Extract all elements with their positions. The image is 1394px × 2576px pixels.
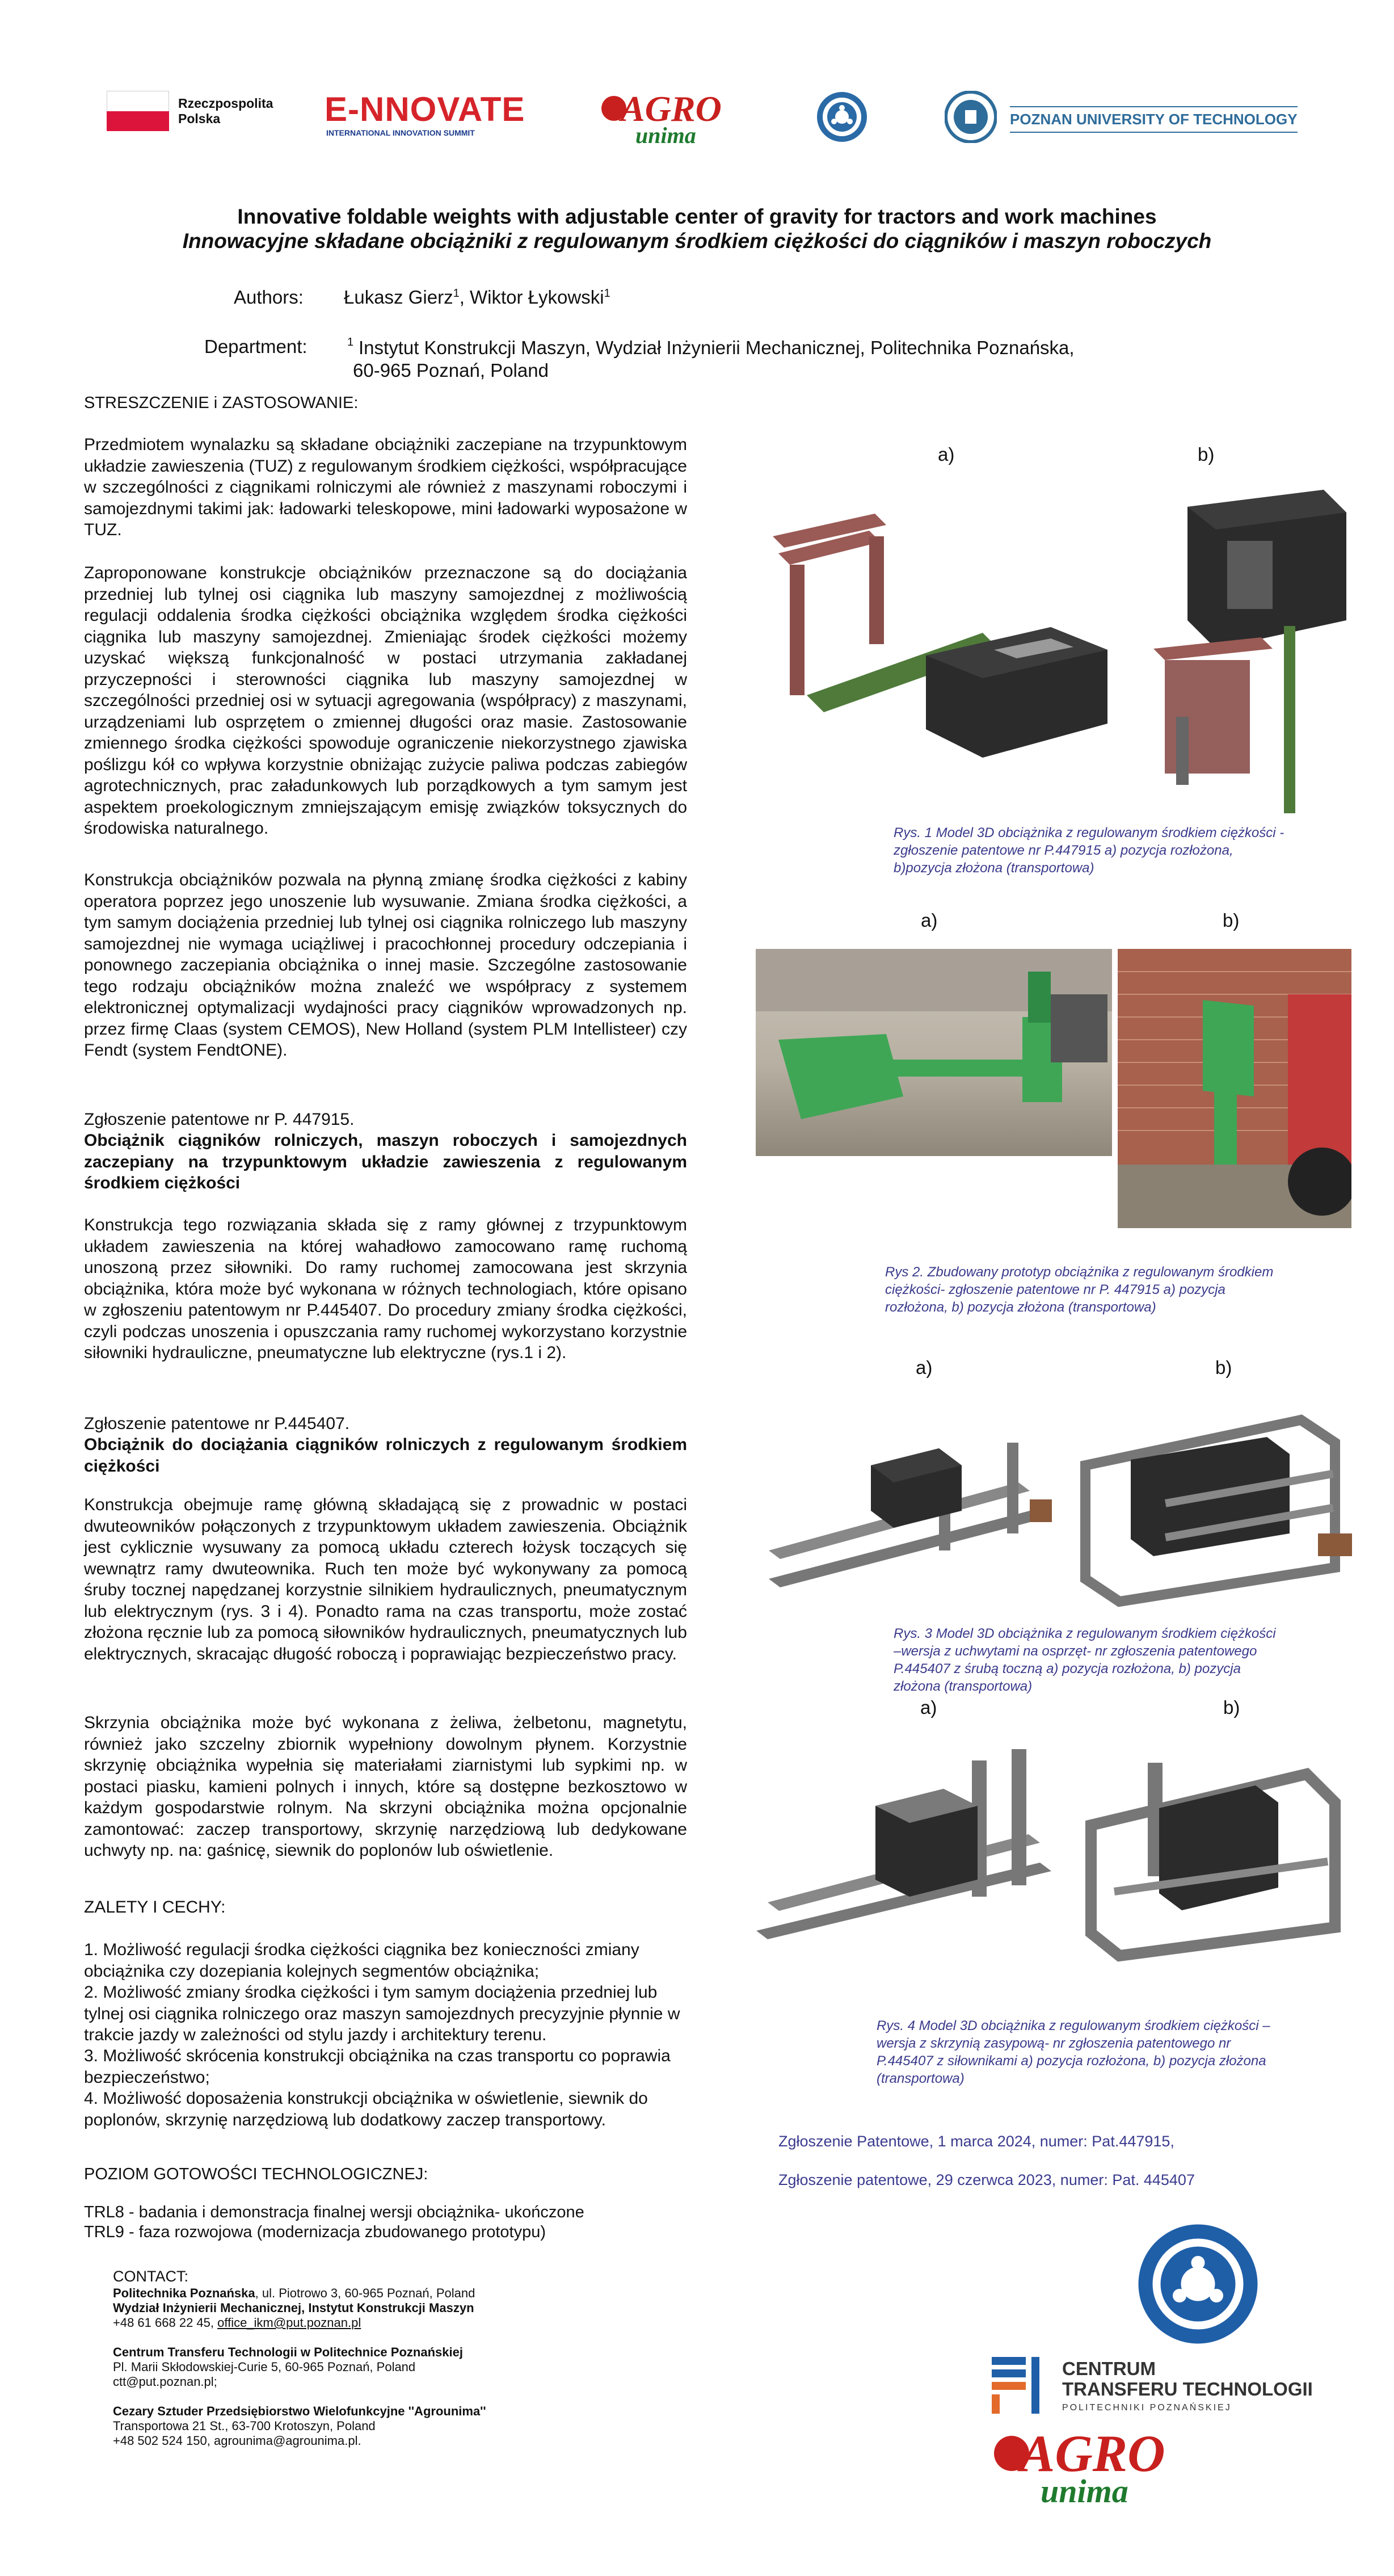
patent-1-label: Zgłoszenie patentowe nr P. 447915. <box>84 1110 355 1129</box>
author-1-sup: 1 <box>453 287 460 300</box>
fig3a-image <box>757 1397 1052 1607</box>
contact-block <box>113 2269 486 2448</box>
imd-logo-icon <box>816 91 868 143</box>
feature-1: 1. Możliwość regulacji środka ciężkości ciągnika bez konieczności zmiany obciążnika czy dozepiania kolejnych segmentów obciążnika; <box>84 1940 639 1981</box>
feature-3: 3. Możliwość skrócenia konstrukcji obciążnika na czas transportu co poprawia bezpieczeństwo; <box>84 2046 671 2087</box>
unima-text: unima <box>635 123 696 148</box>
contact-heading: CONTACT: <box>113 2268 188 2285</box>
department-line-2: 60-965 Poznań, Poland <box>353 360 549 381</box>
ctt-text-1: CENTRUM <box>1062 2358 1156 2379</box>
feature-2: 2. Możliwość zmiany środka ciężkości i tym samym dociążenia przedniej lub tylnej osi ciągnika rolniczego oraz maszyn samojezdnych precyzyjnie płynnie w trakcie jazdy w zależności od stylu jazdy i architektury terenu. <box>84 1983 680 2044</box>
contact-org-3: Cezary Sztuder Przedsiębiorstwo Wielofunkcyjne ''Agrounima'' <box>113 2404 486 2418</box>
author-1: Łukasz Gierz <box>344 287 453 308</box>
fig1-label-b: b) <box>1198 444 1215 465</box>
imd-large-logo-icon <box>1137 2223 1259 2345</box>
patent-2-label: Zgłoszenie patentowe nr P.445407. <box>84 1414 350 1433</box>
fig2-label-b: b) <box>1223 910 1240 931</box>
contact-org-2: Centrum Transferu Technologii w Politechnice Poznańskiej <box>113 2345 463 2359</box>
paragraph-4: Konstrukcja tego rozwiązania składa się z ramy głównej z trzypunktowym układem zawieszenia na której wahadłowo zamocowano ramę ruchomą unoszoną przez siłowniki. Do ramy ruchomej zamocowana jest skrzynia obciążnika, która może być wykonana w różnych technologiach, które opisano w zgłoszeniu patentowym nr P.445407. Do procedury zmiany środka ciężkości, czyli podczas unoszenia i opuszczania ramy ruchomej wykorzystano korzystnie siłowniki hydrauliczne, pneumatyczne lub elektryczne (rys.1 i 2). <box>84 1216 687 1362</box>
author-2-sup: 1 <box>604 287 610 300</box>
contact-phone-1: +48 61 668 22 45, <box>113 2316 218 2330</box>
fig3b-image <box>1063 1397 1352 1607</box>
authors-label: Authors: <box>234 287 304 308</box>
fig1a-image <box>756 485 1125 772</box>
fig4a-image <box>745 1738 1062 1962</box>
agro-text: AGRO <box>621 89 722 129</box>
title-en: Innovative foldable weights with adjustable center of gravity for tractors and work machines <box>237 205 1157 228</box>
contact-line-7 <box>113 2404 486 2419</box>
fig4-label-b: b) <box>1223 1697 1240 1718</box>
department-sup: 1 <box>347 336 354 348</box>
rp-logo <box>107 91 169 131</box>
trl-8: TRL8 - badania i demonstracja finalnej wersji obciążnika- ukończone <box>84 2203 584 2221</box>
contact-line-3 <box>113 2316 486 2330</box>
fig1-label-a: a) <box>938 444 955 465</box>
paragraph-2: Zaproponowane konstrukcje obciążników przeznaczone są do dociążania przedniej lub tylnej osi ciągnika lub maszyny samojezdnej z możliwością regulacji oddalenia środka ciężkości obciążnika względem środka ciężkości ciągnika lub maszyny samojezdnej. Zmieniając środek ciężkości możemy uzyskać większą funkcjonalność w postaci utrzymania zakładanej przyczepności i sterowności ciągnika lub maszyny samojezdnej w szczególności przedniej osi w sytuacji agregowania (współpracy) z maszynami, urządzeniami lub osprzętem o zmiennej długości oraz masie. Zastosowanie zmiennego środka ciężkości spowoduje ograniczenie niekorzystnego zjawiska poślizgu kół co wpływa korzystnie obniżając zużycie paliwa podczas zabiegów agrotechnicznych, prac załadunkowych lub porządkowych a tym samym jest aspektem proekologicznym zmniejszającym emisję związków toksycznych do środowiska naturalnego. <box>84 564 687 838</box>
fig3-label-b: b) <box>1215 1357 1232 1378</box>
contact-line-9: +48 502 524 150, agrounima@agrounima.pl. <box>113 2434 361 2448</box>
ennovate-logo-sub: INTERNATIONAL INNOVATION SUMMIT <box>326 128 475 137</box>
department-line-1: Instytut Konstrukcji Maszyn, Wydział Inżynierii Mechanicznej, Politechnika Poznańska, <box>359 337 1075 358</box>
fig3-label-a: a) <box>916 1357 933 1378</box>
trl-9: TRL9 - faza rozwojowa (modernizacja zbudowanego prototypu) <box>84 2223 546 2241</box>
fig2-caption: Rys 2. Zbudowany prototyp obciążnika z regulowanym środkiem ciężkości- zgłoszenie patentowe nr P. 447915 a) pozycja rozłożona, b) pozycja złożona (transportowa) <box>885 1264 1274 1315</box>
paragraph-6: Skrzynia obciążnika może być wykonana z żeliwa, żelbetonu, magnetytu, również jako szczelny zbiornik wypełniony dowolnym płynem. Korzystnie skrzynię obciążnika wypełnia się materiałami ziarnistymi lub sypkimi np. w postaci piasku, kamieni polnych i innych, które są dostępne bezkosztowo w każdym gospodarstwie rolnym. Na skrzyni obciążnika można opcjonalnie zamontować: zaczep transportowy, skrzynię narzędziową lub dedykowane uchwyty np. na: gaśnicę, siewnik do poplonów lub oświetlenie. <box>84 1713 687 1860</box>
paragraph-5: Konstrukcja obejmuje ramę główną składającą się z prowadnic w postaci dwuteowników połączonych z trzypunktowym układem zawieszenia. Obciążnik jest cyklicznie wysuwany za pomocą układu czterech łożysk toczących się wewnątrz ramy dwuteownika. Ruch ten może być wykonywany za pomocą śruby tocznej napędzanej korzystnie silnikiem hydraulicznych, pneumatycznym lub elektrycznym (rys. 3 i 4). Ponadto rama na czas transportu, może zostać złożona ręcznie lub za pomocą siłowników hydraulicznych, pneumatycznych lub elektrycznych, skracając długość roboczą i poprawiając bezpieczeństwo pracy. <box>84 1495 687 1663</box>
contact-line-2 <box>113 2301 486 2316</box>
ctt-logo-icon <box>992 2357 1043 2414</box>
paragraph-1: Przedmiotem wynalazku są składane obciążniki zaczepiane na trzypunktowym układzie zawieszenia (TUZ) z regulowanym środkiem ciężkości, współpracujące w szczególności z ciągnikami rolniczymi ale również z maszynami roboczymi i samojezdnymi takimi jak: ładowarki teleskopowe, mini ładowarki wyposażone w TUZ. <box>84 435 687 539</box>
contact-email-link[interactable]: office_ikm@put.poznan.pl <box>217 2316 361 2330</box>
contact-org-1: Politechnika Poznańska <box>113 2286 255 2300</box>
header-logos <box>0 79 1394 153</box>
contact-line-1 <box>113 2286 486 2301</box>
unima-footer-text: unima <box>1041 2473 1128 2510</box>
authors-names <box>344 287 610 308</box>
patent-1-title: Obciążnik ciągników rolniczych, maszyn roboczych i samojezdnych zaczepiany na trzypunktowym układzie zawieszenia z regulowanym środkiem ciężkości <box>84 1131 687 1192</box>
contact-address-1: , ul. Piotrowo 3, 60-965 Poznań, Poland <box>255 2286 475 2300</box>
contact-line-5: Pl. Marii Skłodowskiej-Curie 5, 60-965 Poznań, Poland <box>113 2360 416 2374</box>
paragraph-3: Konstrukcja obciążników pozwala na płynną zmianę środka ciężkości z kabiny operatora poprzez jego unoszenie lub wysuwanie. Zmiana środka ciężkości, a tym samym dociążenia przedniej lub tylnej osi ciągnika rolniczego lub maszyny samojezdnej nie wymaga uciążliwej i pracochłonnej procedury odczepiania i ponownego zaczepiania obciążnika o innej masie. Szczególne zastosowanie tego rodzaju obciążników można znaleźć we współpracy z systemem elektronicznej optymalizacji wydajności pracy ciągników wprowadzonych np. przez firmę Claas (system CEMOS), New Holland (system PLM Intellisteer) czy Fendt (system FendtONE). <box>84 871 687 1060</box>
contact-dept: Wydział Inżynierii Mechanicznej, Instytut Konstrukcji Maszyn <box>113 2301 474 2315</box>
contact-line-6: ctt@put.poznan.pl; <box>113 2375 217 2389</box>
patent-info-2: Zgłoszenie patentowe, 29 czerwca 2023, numer: Pat. 445407 <box>778 2171 1195 2188</box>
contact-line-8: Transportowa 21 St., 63-700 Krotoszyn, Poland <box>113 2419 376 2433</box>
fig1b-image <box>1142 478 1354 823</box>
department-label: Department: <box>204 336 308 357</box>
contact-line-4 <box>113 2345 486 2360</box>
rp-logo-text-2: Polska <box>178 111 221 126</box>
put-crest-icon <box>945 91 997 143</box>
agro-footer-text: AGRO <box>1020 2424 1165 2482</box>
fig4-caption: Rys. 4 Model 3D obciążnika z regulowanym środkiem ciężkości – wersja z skrzynią zasypową- nr zgłoszenia patentowego nr P.445407 z siłownikami a) pozycja rozłożona, b) pozycja złożona (transportowa) <box>877 2018 1270 2086</box>
rp-logo-text-1: Rzeczpospolita <box>178 96 273 111</box>
fig1-caption: Rys. 1 Model 3D obciążnika z regulowanym środkiem ciężkości -zgłoszenie patentowe nr P.447915 a) pozycja rozłożona, b)pozycja złożona (transportowa) <box>894 825 1284 876</box>
fig3-caption: Rys. 3 Model 3D obciążnika z regulowanym środkiem ciężkości –wersja z uchwytami na osprzęt- nr zgłoszenia patentowego P.445407 z śrubą toczną a) pozycja rozłożona, b) pozycja złożona (transportowa) <box>894 1626 1276 1694</box>
title-pl: Innowacyjne składane obciążniki z regulowanym środkiem ciężkości do ciągników i maszyn roboczych <box>182 229 1212 253</box>
put-name: POZNAN UNIVERSITY OF TECHNOLOGY <box>1010 106 1298 133</box>
ctt-text-3: POLITECHNIKI POZNAŃSKIEJ <box>1062 2403 1232 2413</box>
ctt-text-2: TRANSFERU TECHNOLOGII <box>1062 2379 1313 2399</box>
patent-info-1: Zgłoszenie Patentowe, 1 marca 2024, numer: Pat.447915, <box>778 2133 1174 2150</box>
fig4-label-a: a) <box>920 1697 937 1718</box>
fig2b-photo <box>1118 949 1351 1228</box>
author-2: , Wiktor Łykowski <box>459 287 604 308</box>
fig4b-image <box>1068 1740 1352 1964</box>
patent-2-title: Obciążnik do dociążania ciągników rolniczych z regulowanym środkiem ciężkości <box>84 1435 687 1476</box>
section-heading-summary: STRESZCZENIE i ZASTOSOWANIE: <box>84 394 359 412</box>
section-heading-features: ZALETY I CECHY: <box>84 1898 226 1917</box>
fig2-label-a: a) <box>921 910 938 931</box>
fig2a-photo <box>756 949 1112 1156</box>
section-heading-trl: POZIOM GOTOWOŚCI TECHNOLOGICZNEJ: <box>84 2165 428 2183</box>
agrounima-logo <box>601 88 738 148</box>
ennovate-logo: E-NNOVATE <box>325 90 525 128</box>
feature-4: 4. Możliwość doposażenia konstrukcji obciążnika w oświetlenie, siewnik do poplonów, skrzynię narzędziową lub dodatkowy zaczep transportowy. <box>84 2089 648 2129</box>
agrounima-footer-logo <box>994 2423 1181 2508</box>
